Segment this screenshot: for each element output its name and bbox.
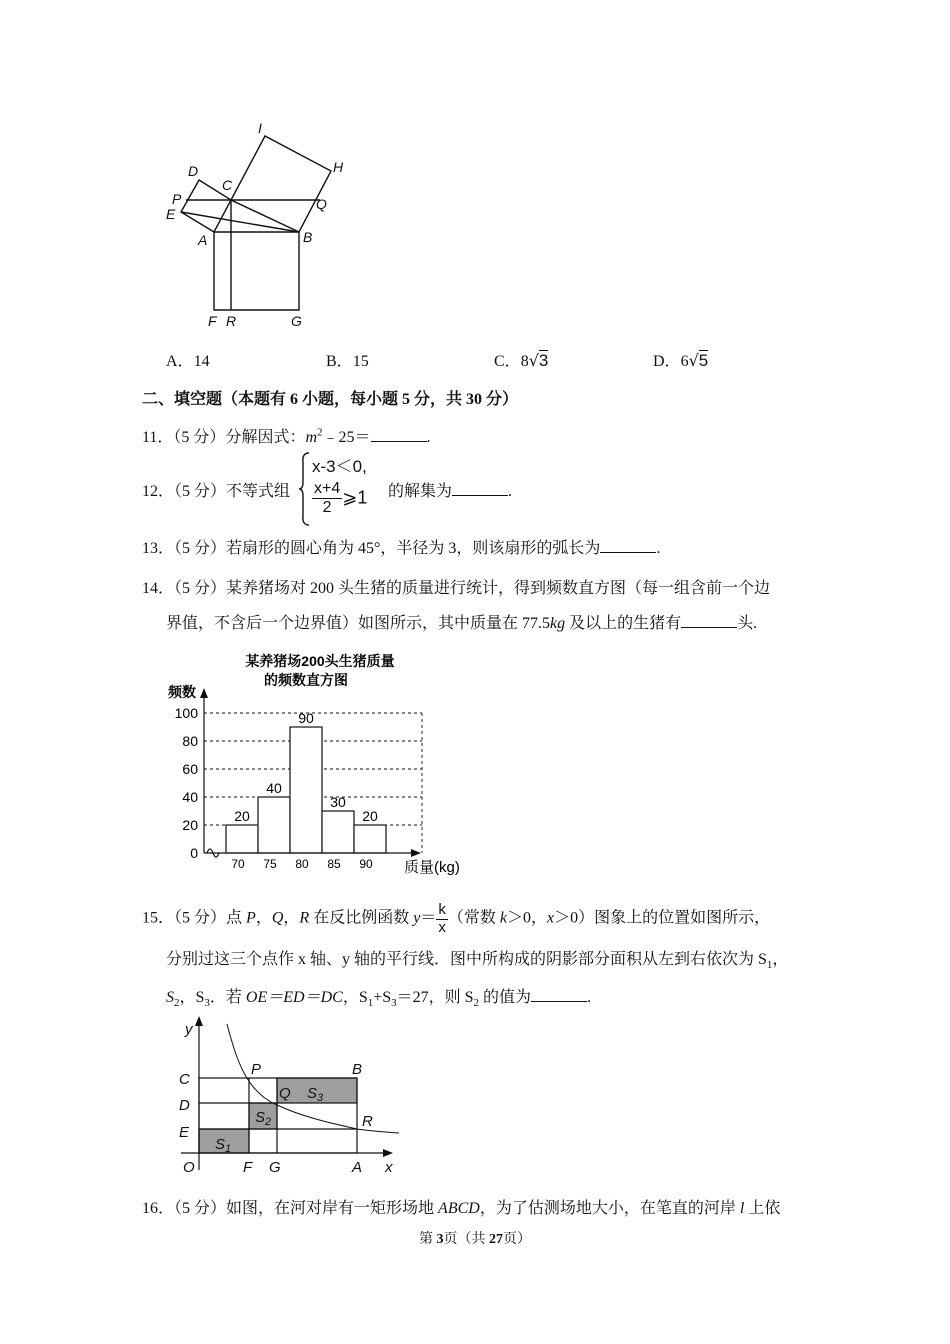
radicand: 3 <box>538 351 549 370</box>
label-x: x <box>385 1159 393 1176</box>
label-Q: Q <box>279 1085 291 1102</box>
question-15-line3: $S_2$，$S_3$．若 OE＝ED＝DC，$S_1+S_3=27$，则 $S_2$ 的值为 . <box>166 989 592 1010</box>
y-axis-arrow-icon <box>195 1016 203 1026</box>
question-14-line2: 界值，不含后一个边界值）如图所示，其中质量在 77.5kg 及以上的生猪有 头. <box>166 615 758 632</box>
label-B: B <box>303 229 313 245</box>
x-tick-90: 90 <box>359 857 373 871</box>
option-d[interactable]: D．6√5 <box>653 351 709 370</box>
label-C: C <box>179 1071 190 1088</box>
answer-blank[interactable] <box>452 481 508 496</box>
q15-reciprocal-figure <box>165 1012 405 1180</box>
y-axis-arrow-icon <box>200 688 208 698</box>
label-S1: $S_1$ <box>215 1136 232 1155</box>
fraction-k-over-x: $\frac{k}{x}$ <box>438 901 446 936</box>
question-14-line1: 14．（5 分）某养猪场对 200 头生猪的质量进行统计，得到频数直方图（每一组含前一个边 <box>142 580 771 597</box>
label-E: E <box>179 1124 190 1141</box>
fraction: $\frac{x+4}{2}$ <box>314 480 341 516</box>
label-E: E <box>166 206 176 222</box>
page-footer: 第 3页（共 27页） <box>419 1232 531 1247</box>
label-y: y <box>185 1021 193 1038</box>
section-heading: 二、填空题（本题有 6 小题，每小题 5 分，共 30 分） <box>142 391 519 408</box>
y-tick-0: 0 <box>190 845 198 861</box>
bar-75-80 <box>258 797 290 853</box>
label-D: D <box>188 163 199 179</box>
q10-options <box>166 348 766 372</box>
q10-geometry-figure <box>160 118 360 333</box>
y-tick-80: 80 <box>182 733 198 749</box>
answer-blank[interactable] <box>681 613 737 628</box>
chart-title-line1: 某养猪场200头生猪质量 <box>245 653 395 669</box>
bar-label-90-95: 20 <box>362 808 378 824</box>
bar-label-70-75: 20 <box>234 808 250 824</box>
label-Q: Q <box>316 196 327 212</box>
question-11: 11．（5 分）分解因式：$m^2﹣25=$ . <box>142 426 431 446</box>
label-O: O <box>183 1159 195 1176</box>
brace-icon <box>298 452 310 526</box>
square-ABGF <box>214 232 299 310</box>
label-C: C <box>222 177 233 193</box>
answer-blank[interactable] <box>531 987 587 1002</box>
bar-label-80-85: 90 <box>298 710 314 726</box>
bar-label-85-90: 30 <box>330 794 346 810</box>
label-S3: $S_3$ <box>307 1085 324 1104</box>
x-axis-label: 质量(kg) <box>404 859 460 876</box>
inequality-1: x-3＜0, <box>312 457 367 476</box>
label-F: F <box>208 313 217 329</box>
y-tick-60: 60 <box>182 761 198 777</box>
y-axis-label: 频数 <box>168 684 196 700</box>
bar-85-90 <box>322 811 354 853</box>
label-G: G <box>269 1159 281 1176</box>
x-tick-80: 80 <box>295 857 309 871</box>
bar-90-95 <box>354 825 386 853</box>
question-15-line2: 分别过这三个点作 x 轴、y 轴的平行线．图中所构成的阴影部分面积从左到右依次为 $S_1$， <box>166 951 789 972</box>
sqrt-symbol: √ <box>688 351 699 370</box>
x-axis-arrow-icon <box>383 1149 393 1157</box>
label-D: D <box>179 1097 190 1114</box>
y-tick-40: 40 <box>182 789 198 805</box>
y-tick-20: 20 <box>182 817 198 833</box>
label-F: F <box>243 1159 253 1176</box>
label-S2: $S_2$ <box>255 1109 272 1128</box>
question-12: 12．（5 分）不等式组 <box>142 483 291 500</box>
label-P: P <box>172 191 182 207</box>
chart-title-line2: 的频数直方图 <box>264 672 348 688</box>
label-G: G <box>291 313 302 329</box>
label-R: R <box>226 313 237 329</box>
sqrt-symbol: √ <box>528 351 539 370</box>
label-A: A <box>198 232 208 248</box>
answer-blank[interactable] <box>371 427 427 442</box>
bar-70-75 <box>226 825 258 853</box>
x-tick-75: 75 <box>263 857 277 871</box>
question-13: 13．（5 分）若扇形的圆心角为 45°，半径为 3，则该扇形的弧长为 . <box>142 540 661 557</box>
x-tick-85: 85 <box>327 857 341 871</box>
histogram-chart <box>160 646 470 876</box>
question-15-line1: 15．（5 分）点 P，Q，R 在反比例函数 y＝ $\frac{k}{x}$ （常数 k＞0，x＞0）图象上的位置如图所示， <box>142 901 771 936</box>
question-12-tail: 的解集为 . <box>388 483 513 500</box>
radicand: 5 <box>698 351 709 370</box>
label-A: A <box>352 1159 363 1176</box>
x-tick-70: 70 <box>231 857 245 871</box>
bar-80-85 <box>290 727 322 853</box>
label-R: R <box>362 1113 373 1130</box>
bar-label-75-80: 40 <box>266 780 282 796</box>
inequality-2: $\frac{x+4}{2}$ ⩾1 <box>314 480 368 516</box>
option-c[interactable]: C．8√3 <box>494 351 549 370</box>
label-H: H <box>333 159 344 175</box>
label-B: B <box>352 1061 363 1078</box>
label-I: I <box>258 120 262 136</box>
label-P: P <box>251 1061 262 1078</box>
y-tick-100: 100 <box>174 705 198 721</box>
x-axis-arrow-icon <box>411 849 421 857</box>
question-16: 16．（5 分）如图，在河对岸有一矩形场地 ABCD，为了估测场地大小，在笔直的河岸 l 上依 <box>142 1200 781 1217</box>
option-b[interactable]: B．15 <box>326 353 369 370</box>
option-a[interactable]: A．14 <box>166 353 210 370</box>
square-on-CB <box>231 136 331 232</box>
answer-blank[interactable] <box>600 538 656 553</box>
